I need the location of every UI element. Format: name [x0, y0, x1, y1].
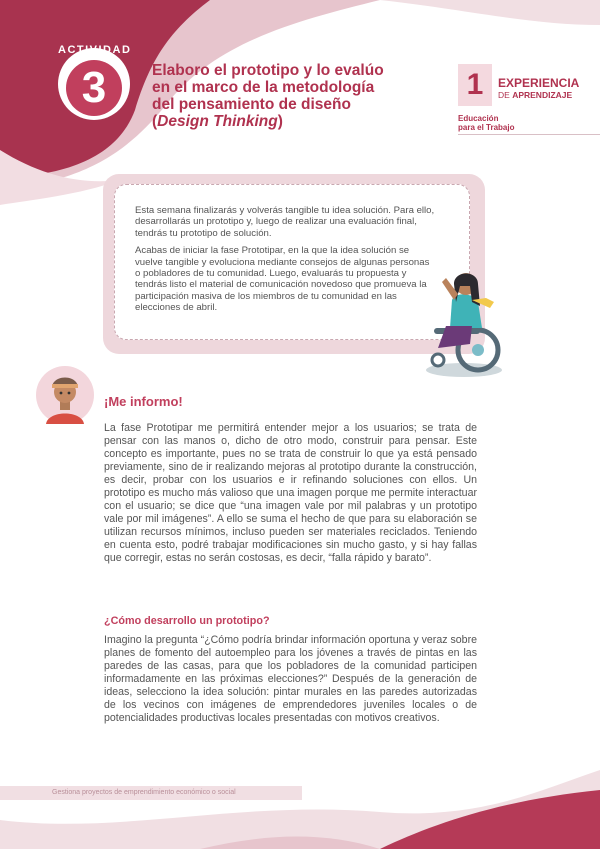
- student-wheelchair-illustration: [424, 262, 504, 380]
- section-text-prototipo: Imagino la pregunta “¿Cómo podría brindar información oportuna y veraz sobre planes de fomento del autoempleo para los jóvenes a través de pintas en las paredes de las casas, para que los pobladores de la comunidad participen informadamente en las próximas elecciones?” Después de la generación de ideas, selecciono la idea solución: pintar murales en las paredes autorizadas de los vecinos con imágenes de emprendedores juveniles locales o de potencialidades productivas locales presentadas con motivos creativos.: [104, 634, 477, 724]
- title-emphasis: Design Thinking: [157, 113, 278, 130]
- experience-subword: [498, 90, 572, 100]
- top-right-wave: [380, 0, 600, 25]
- experience-number: 1: [458, 64, 492, 106]
- intro-box: [114, 184, 470, 340]
- intro-paragraph-1: Esta semana finalizarás y volverás tangible tu idea solución. Para ello, desarrollarás un prototipo y, luego de realizar una evaluación final, tendrás tu prototipo de solución.: [135, 205, 435, 239]
- intro-paragraph-2: Acabas de iniciar la fase Prototipar, en la que la idea solución se vuelve tangible y evoluciona mediante consejos de algunas personas o pobladores de tu comunidad. Luego, evaluarás tu propuesta y tendrás listo el material de comunicación novedoso que promueva la participación masiva de los miembros de tu comunidad en las elecciones de abril.: [135, 245, 430, 314]
- title-end: ): [277, 113, 283, 130]
- title-text: Elaboro el prototipo y lo evalúo en el marco de la metodología del pensamiento de diseño (: [152, 62, 384, 130]
- student-avatar: [36, 366, 94, 424]
- section-heading-informo: ¡Me informo!: [104, 394, 183, 409]
- subject-line1: Educación: [458, 114, 499, 123]
- activity-badge: [58, 44, 132, 120]
- subject-area: [458, 114, 514, 132]
- experience-word: EXPERIENCIA: [498, 76, 580, 90]
- experience-prefix: DE: [498, 90, 510, 100]
- page-title: [152, 62, 392, 130]
- divider: [458, 134, 600, 135]
- section-heading-prototipo: ¿Cómo desarrollo un prototipo?: [104, 615, 270, 627]
- activity-number: 3: [66, 60, 122, 116]
- experience-word2: APRENDIZAJE: [512, 90, 573, 100]
- subject-line2: para el Trabajo: [458, 123, 515, 132]
- section-text-informo: La fase Prototipar me permitirá entender mejor a los usuarios; se trata de pensar con las manos o, dicho de otro modo, construir para pensar. Este concepto es importante, pues no se trata de construir lo que ya está pensado previamente, sino de ir realizando mejoras al prototipo durante la construcción, es decir, probar con los usuarios e ir refinando soluciones con ellos. Un prototipo es mucho más valioso que una imagen porque me permite interactuar con el usuario; se dice que “una imagen vale por mil palabras y un prototipo vale por mil imágenes”. A ello se suma el hecho de que para su elaboración se utilizan recursos mínimos, incluso pueden ser materiales reciclados. Teniendo en cuenta esto, podré trabajar modificaciones sin mucho gasto, y si hay fallas que corregir, estas no serán costosas, es decir, “falla rápido y barato”.: [104, 422, 477, 564]
- footer-text: Gestiona proyectos de emprendimiento económico o social: [52, 789, 236, 796]
- activity-label: ACTIVIDAD: [58, 44, 132, 56]
